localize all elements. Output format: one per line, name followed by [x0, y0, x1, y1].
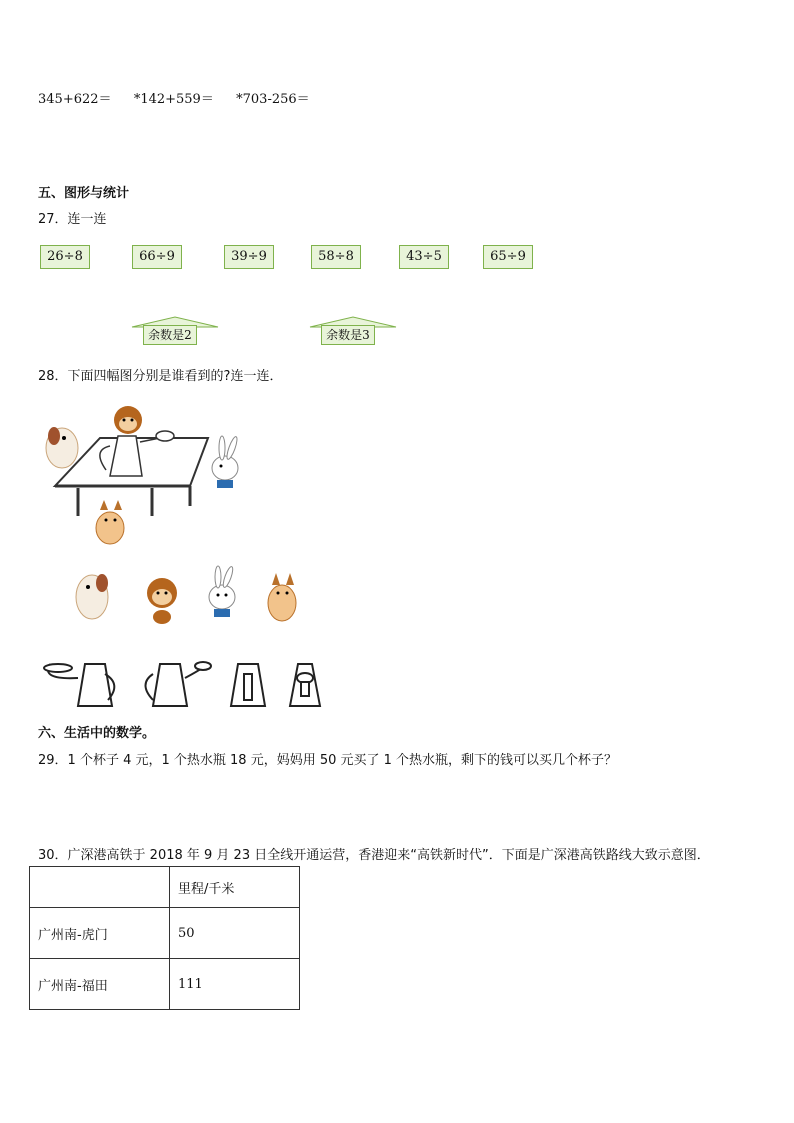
mileage-table: [29, 866, 300, 1010]
table-cell: 广州南-虎门: [30, 908, 170, 959]
table-header-cell: [30, 867, 170, 908]
table-row: [30, 959, 300, 1010]
q30-text: 30．广深港高铁于 2018 年 9 月 23 日全线开通运营，香港迎来“高铁新时代”．下面是广深港高铁路线大致示意图．: [38, 848, 710, 863]
arithmetic-row: [38, 88, 310, 107]
monkey-icon: [147, 578, 177, 624]
table-cell: 广州南-福田: [30, 959, 170, 1010]
q27-title: 27．连一连: [38, 212, 107, 227]
arith-3: *703-256＝: [236, 92, 310, 107]
table-cell: 50: [170, 908, 300, 959]
table-cell: 111: [170, 959, 300, 1010]
table-row: [30, 867, 300, 908]
remainder-label-3[interactable]: 余数是3: [321, 325, 375, 345]
scene-illustration: [40, 398, 270, 548]
rabbit-icon: [212, 436, 239, 488]
watering-can-side-view-icon: [44, 664, 114, 706]
dog-icon: [76, 574, 108, 619]
arith-2: *142+559＝: [133, 92, 214, 107]
q29-text: 29．1 个杯子 4 元，1 个热水瓶 18 元，妈妈用 50 元买了 1 个热水瓶，剩下的钱可以买几个杯子？: [38, 753, 618, 768]
division-card-6[interactable]: 65÷9: [483, 245, 533, 269]
division-card-4[interactable]: 58÷8: [311, 245, 361, 269]
division-card-1[interactable]: 26÷8: [40, 245, 90, 269]
cat-icon: [96, 500, 124, 544]
watering-can-side-view-icon: [146, 662, 212, 706]
watering-can-front-view-icon: [231, 664, 265, 706]
rabbit-icon: [209, 566, 235, 617]
section-5-title: 五、图形与统计: [38, 186, 130, 201]
division-card-3[interactable]: 39÷9: [224, 245, 274, 269]
arith-1: 345+622＝: [38, 92, 112, 107]
watering-can-back-view-icon: [290, 664, 320, 706]
cat-icon: [268, 573, 296, 621]
q28-title: 28．下面四幅图分别是谁看到的?连一连．: [38, 369, 283, 384]
division-card-5[interactable]: 43÷5: [399, 245, 449, 269]
section-6-title: 六、生活中的数学。: [38, 726, 156, 741]
views-row: [40, 660, 330, 710]
monkey-icon: [114, 406, 142, 434]
dog-icon: [46, 427, 78, 468]
animals-row: [70, 565, 310, 627]
table-header-cell: 里程/千米: [170, 867, 300, 908]
remainder-label-2[interactable]: 余数是2: [143, 325, 197, 345]
division-card-2[interactable]: 66÷9: [132, 245, 182, 269]
table-row: [30, 908, 300, 959]
